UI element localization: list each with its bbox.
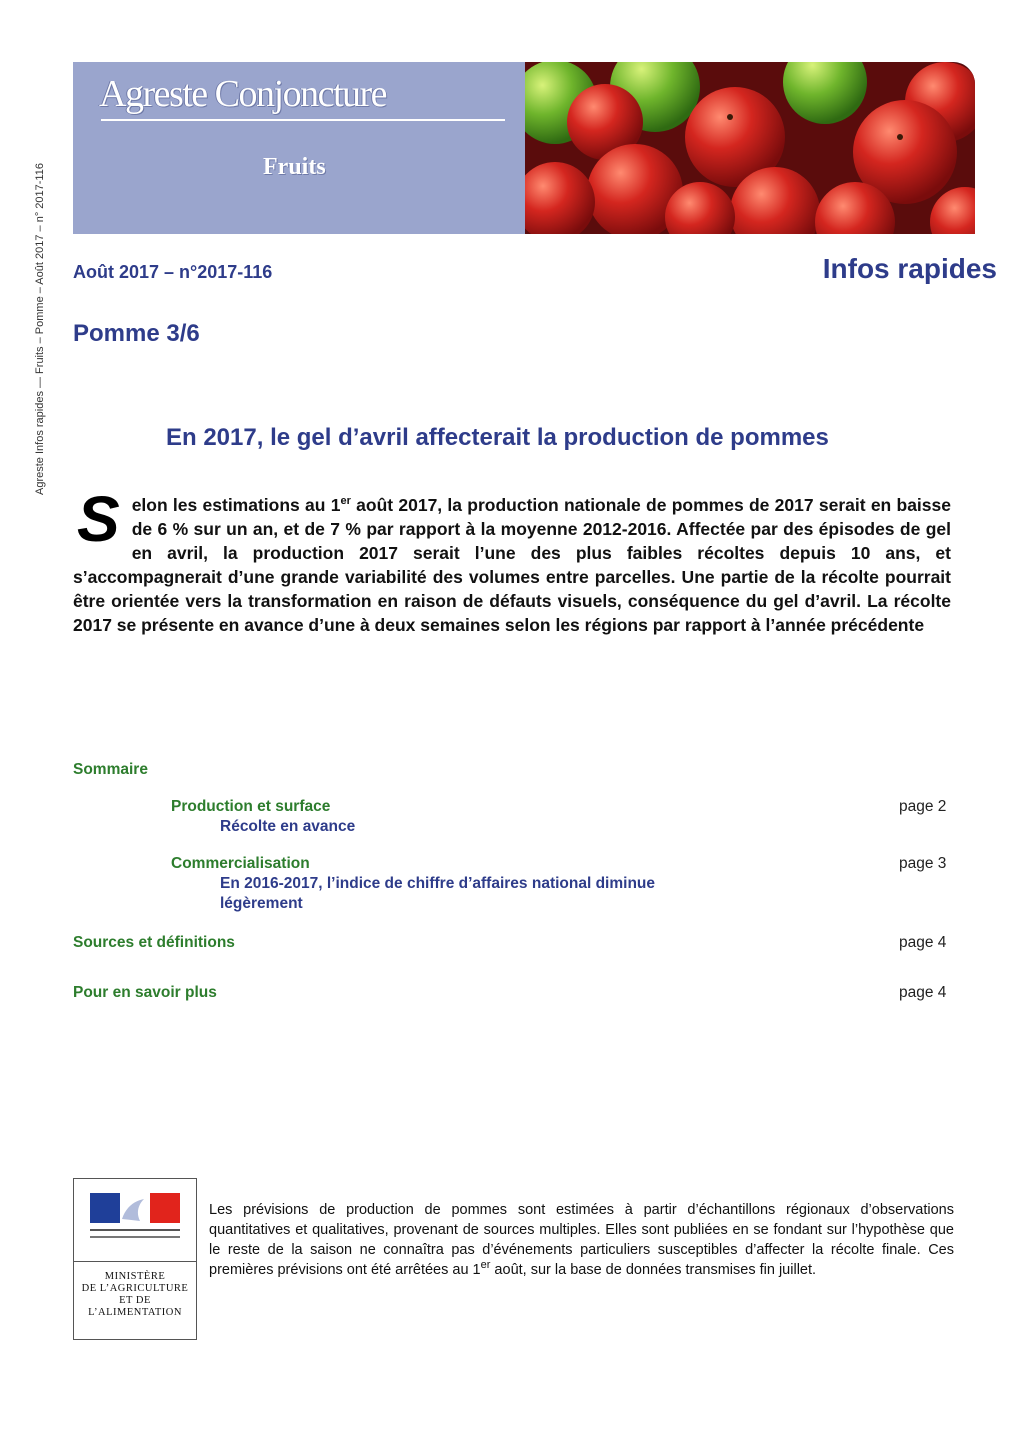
topic-title: Pomme 3/6: [73, 320, 200, 347]
ministry-name-line: ET DE: [119, 1295, 151, 1306]
toc-page-savoir-plus: page 4: [899, 984, 947, 1001]
toc-subitem-indice[interactable]: En 2016-2017, l’indice de chiffre d’affaires national diminue: [220, 875, 655, 892]
ministry-name-line: MINISTÈRE: [104, 1271, 166, 1282]
toc-item-production[interactable]: Production et surface: [171, 798, 331, 815]
ministry-name-line: L’ALIMENTATION: [88, 1307, 182, 1318]
collection-title: Infos rapides: [822, 253, 997, 284]
ministry-name: [78, 1271, 192, 1319]
toc-page-production: page 2: [899, 798, 947, 815]
brand-underline: [101, 119, 505, 121]
brand-wordmark: Agreste Conjoncture: [99, 73, 387, 115]
marianne-logo-area: [74, 1179, 196, 1262]
toc-item-sources[interactable]: Sources et définitions: [73, 934, 235, 951]
drop-cap: S: [77, 483, 120, 555]
toc-page-sources: page 4: [899, 934, 947, 951]
method-note-superscript: er: [480, 1259, 491, 1272]
page-headline: En 2017, le gel d’avril affecterait la production de pommes: [166, 424, 829, 451]
methodology-note: [209, 1200, 954, 1280]
lead-paragraph: [73, 483, 951, 637]
apples-photo: [525, 62, 975, 234]
toc-subitem-recolte[interactable]: Récolte en avance: [220, 818, 356, 835]
sidebar-running-title: Agreste Infos rapides — Fruits – Pomme – Août 2017 – n° 2017-116: [34, 163, 46, 495]
ministry-name-line: DE L’AGRICULTURE: [81, 1283, 189, 1294]
method-note-part1: Les prévisions de production de pommes sont estimées à partir d’échantillons régionaux d’observations quantitatives et qualitatives, provenant de sources multiples. Elles sont publiées en se fondant sur l’hypothèse que le reste de la saison ne connaîtra pas d’événements particuliers susceptibles d’affecter la récolte finale. Ces premières prévisions ont été arrêtées au 1: [209, 1202, 954, 1278]
toc-subitem-indice-cont[interactable]: légèrement: [220, 895, 303, 912]
toc-item-commercialisation[interactable]: Commercialisation: [171, 855, 310, 872]
toc-title: Sommaire: [73, 761, 148, 778]
lead-text-part2: août 2017, la production nationale de pommes de 2017 serait en baisse de 6 % sur un an, et de 7 % par rapport à la moyenne 2012-2016. Affectée par des épisodes de gel en avril, la production 2017 serait l’une des plus faibles récoltes depuis 10 ans, et s’accompagnerait d’une grande variabilité des volumes entre parcelles. Une partie de la récolte pourrait être orientée vers la transformation en raison de défauts visuels, conséquence du gel d’avril. La récolte 2017 se présente en avance d’une à deux semaines selon les régions par rapport à l’année précédente: [73, 495, 951, 635]
header-banner: [73, 62, 975, 234]
lead-text-part1: elon les estimations au 1: [131, 495, 341, 515]
ministry-logo-block: [73, 1178, 197, 1340]
issue-number: Août 2017 – n°2017-116: [73, 262, 273, 282]
marianne-logo-icon: [74, 1179, 196, 1261]
series-name: Fruits: [263, 154, 326, 180]
method-note-part2: août, sur la base de données transmises fin juillet.: [490, 1262, 817, 1278]
lead-superscript: er: [340, 495, 351, 508]
toc-item-savoir-plus[interactable]: Pour en savoir plus: [73, 984, 217, 1001]
toc-page-commercialisation: page 3: [899, 855, 947, 872]
